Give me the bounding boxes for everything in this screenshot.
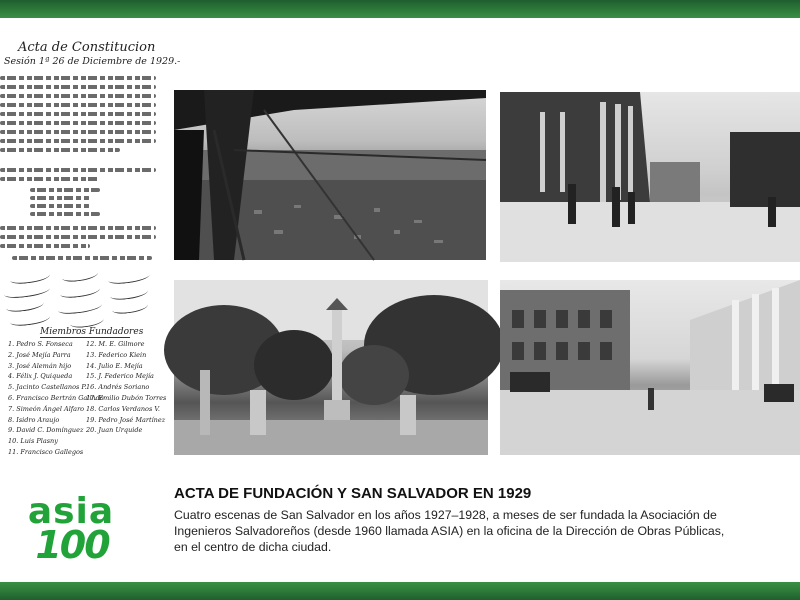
founder-name: 19. Pedro José Martínez	[86, 415, 166, 424]
founders-column-2	[86, 339, 166, 436]
founder-name: 7. Simeón Ángel Alfaro	[8, 404, 85, 413]
founder-name: 6. Francisco Bertrán Galindo	[8, 393, 104, 402]
bottom-green-band	[0, 582, 800, 600]
asia-100-logo	[6, 491, 136, 568]
top-green-band	[0, 0, 800, 18]
founder-name: 4. Félix J. Quiqueda	[8, 372, 73, 381]
founder-name: 11. Francisco Gallegos	[8, 447, 84, 456]
founder-name: 13. Federico Kiein	[86, 350, 147, 359]
caption-title: ACTA DE FUNDACIÓN Y SAN SALVADOR EN 1929	[174, 485, 532, 502]
founder-name: 2. José Mejía Parra	[8, 350, 71, 359]
street-colonnade-illustration	[500, 92, 800, 262]
founders-heading: Miembros Fundadores	[40, 327, 144, 337]
handwriting-line	[0, 85, 156, 89]
caption-text: Cuatro escenas de San Salvador en los años 1927–1928, a meses de ser fundada la Asociación de Ingenieros Salvadoreños (desde 1960 llamada ASIA) en la oficina de la Dirección de Obras Públicas, en el centro de dicha ciudad.	[174, 508, 725, 554]
handwriting-line	[30, 204, 90, 208]
document-session-date: Sesión 1ª 26 de Diciembre de 1929.-	[4, 56, 181, 67]
handwriting-line	[0, 177, 100, 181]
handwriting-line	[0, 94, 156, 98]
founder-name: 5. Jacinto Castellanos P.	[8, 383, 87, 392]
signature	[110, 286, 149, 301]
handwriting-line	[30, 212, 100, 216]
founder-name: 10. Luis Plasny	[8, 437, 58, 446]
founder-name: 15. J. Federico Mejía	[86, 372, 154, 381]
handwriting-line	[0, 226, 156, 230]
avenue-buildings-illustration	[500, 280, 800, 455]
aerial-city-illustration	[174, 90, 486, 260]
handwriting-line	[0, 235, 156, 239]
signature	[112, 300, 149, 315]
aerial-city-photo	[174, 90, 486, 260]
founder-name: 14. Julio E. Mejía	[86, 361, 143, 370]
signature	[108, 270, 151, 285]
founder-name: 3. José Alemán hijo	[8, 361, 72, 370]
logo-word: asia	[27, 491, 115, 532]
handwriting-line	[0, 103, 156, 107]
handwriting-line	[30, 188, 100, 192]
founder-name: 20. Juan Urquide	[86, 426, 143, 435]
handwriting-line	[0, 112, 156, 116]
logo-number: 100	[35, 523, 109, 567]
founder-name: 18. Carlos Verdanos V.	[86, 404, 160, 413]
handwriting-line	[0, 168, 156, 172]
park-monument-illustration	[174, 280, 488, 455]
handwriting-line	[0, 244, 90, 248]
handwriting-line	[30, 196, 90, 200]
handwriting-line	[0, 76, 156, 80]
signature	[58, 300, 103, 316]
handwriting-line	[0, 121, 156, 125]
founder-name: 12. M. E. Gilmore	[86, 340, 145, 348]
handwriting-line	[12, 256, 152, 260]
founder-name: 16. Andrés Soriano	[86, 383, 150, 392]
street-colonnade-photo	[500, 92, 800, 262]
park-monument-photo	[174, 280, 488, 455]
handwriting-line	[0, 130, 156, 134]
document-title: Acta de Constitucion	[18, 40, 156, 55]
signature	[60, 284, 101, 299]
founder-name: 8. Isidro Araujo	[8, 415, 60, 424]
signature	[4, 284, 51, 300]
signature	[10, 270, 51, 285]
signature	[62, 268, 99, 283]
founder-name: 1. Pedro S. Fonseca	[8, 340, 73, 348]
handwriting-line	[0, 139, 156, 143]
founding-document-image	[0, 36, 181, 496]
founder-name: 17. Emilio Dubón Torres	[86, 393, 167, 402]
signature	[10, 312, 51, 327]
handwriting-line	[0, 148, 120, 152]
founder-name: 9. David C. Domínguez	[8, 426, 84, 435]
avenue-buildings-photo	[500, 280, 800, 455]
signature	[6, 298, 45, 313]
